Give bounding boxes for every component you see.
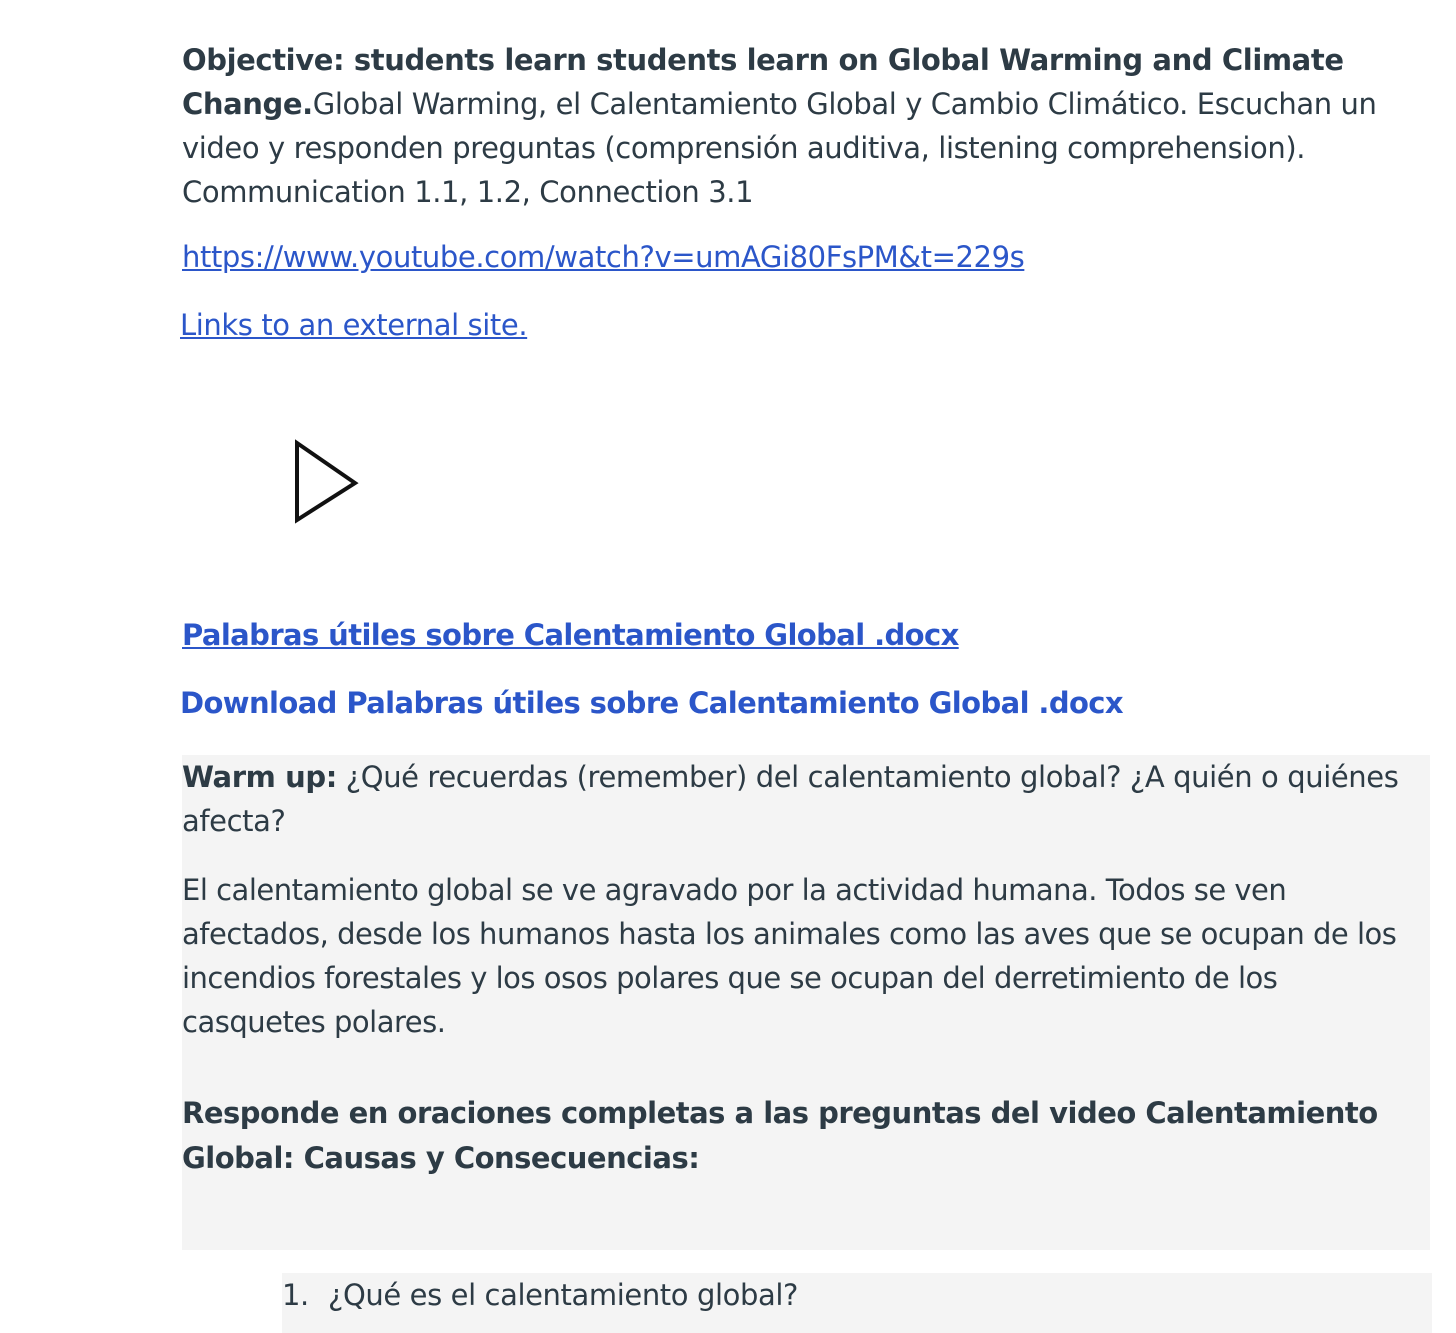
external-site-link[interactable]: Links to an external site.	[180, 308, 528, 342]
list-item	[282, 1273, 798, 1317]
play-icon	[292, 438, 362, 528]
objective-heading: Objective: students learn students learn on Global Warming and Climate Change.	[182, 43, 1344, 121]
video-questions-instruction: Responde en oraciones completas a las preguntas del video Calentamiento Global: Causas y Consecuencias:	[182, 1096, 1378, 1175]
page-content	[180, 38, 1432, 1312]
external-link-line	[180, 308, 527, 342]
video-play-button[interactable]	[292, 438, 362, 528]
docx-download-link[interactable]: Download Palabras útiles sobre Calentamiento Global .docx	[180, 686, 1124, 720]
objective-paragraph	[182, 38, 1430, 214]
video-url-link[interactable]: https://www.youtube.com/watch?v=umAGi80FsPM&t=229s	[182, 240, 1025, 274]
warmup-paragraph: El calentamiento global se ve agravado por la actividad humana. Todos se ven afectados, desde los humanos hasta los animales como las aves que se ocupan de los incendios forestales y los osos polares que se ocupan del derretimiento de los casquetes polares.	[182, 873, 1397, 1039]
question-text: ¿Qué es el calentamiento global?	[328, 1278, 798, 1312]
question-number: 1.	[282, 1278, 309, 1312]
warmup-question	[182, 755, 1412, 843]
warmup-label: Warm up:	[182, 760, 337, 794]
video-url-line	[182, 240, 1024, 274]
warmup-section	[182, 755, 1430, 1250]
question-list	[282, 1273, 1432, 1333]
docx-file-link[interactable]: Palabras útiles sobre Calentamiento Global .docx	[182, 618, 959, 652]
objective-text: Global Warming, el Calentamiento Global y Cambio Climático. Escuchan un video y responden preguntas (comprensión auditiva, listening comprehension). Communication 1.1, 1.2, Connection 3.1	[182, 87, 1377, 209]
warmup-question-text: ¿Qué recuerdas (remember) del calentamiento global? ¿A quién o quiénes afecta?	[182, 760, 1399, 838]
